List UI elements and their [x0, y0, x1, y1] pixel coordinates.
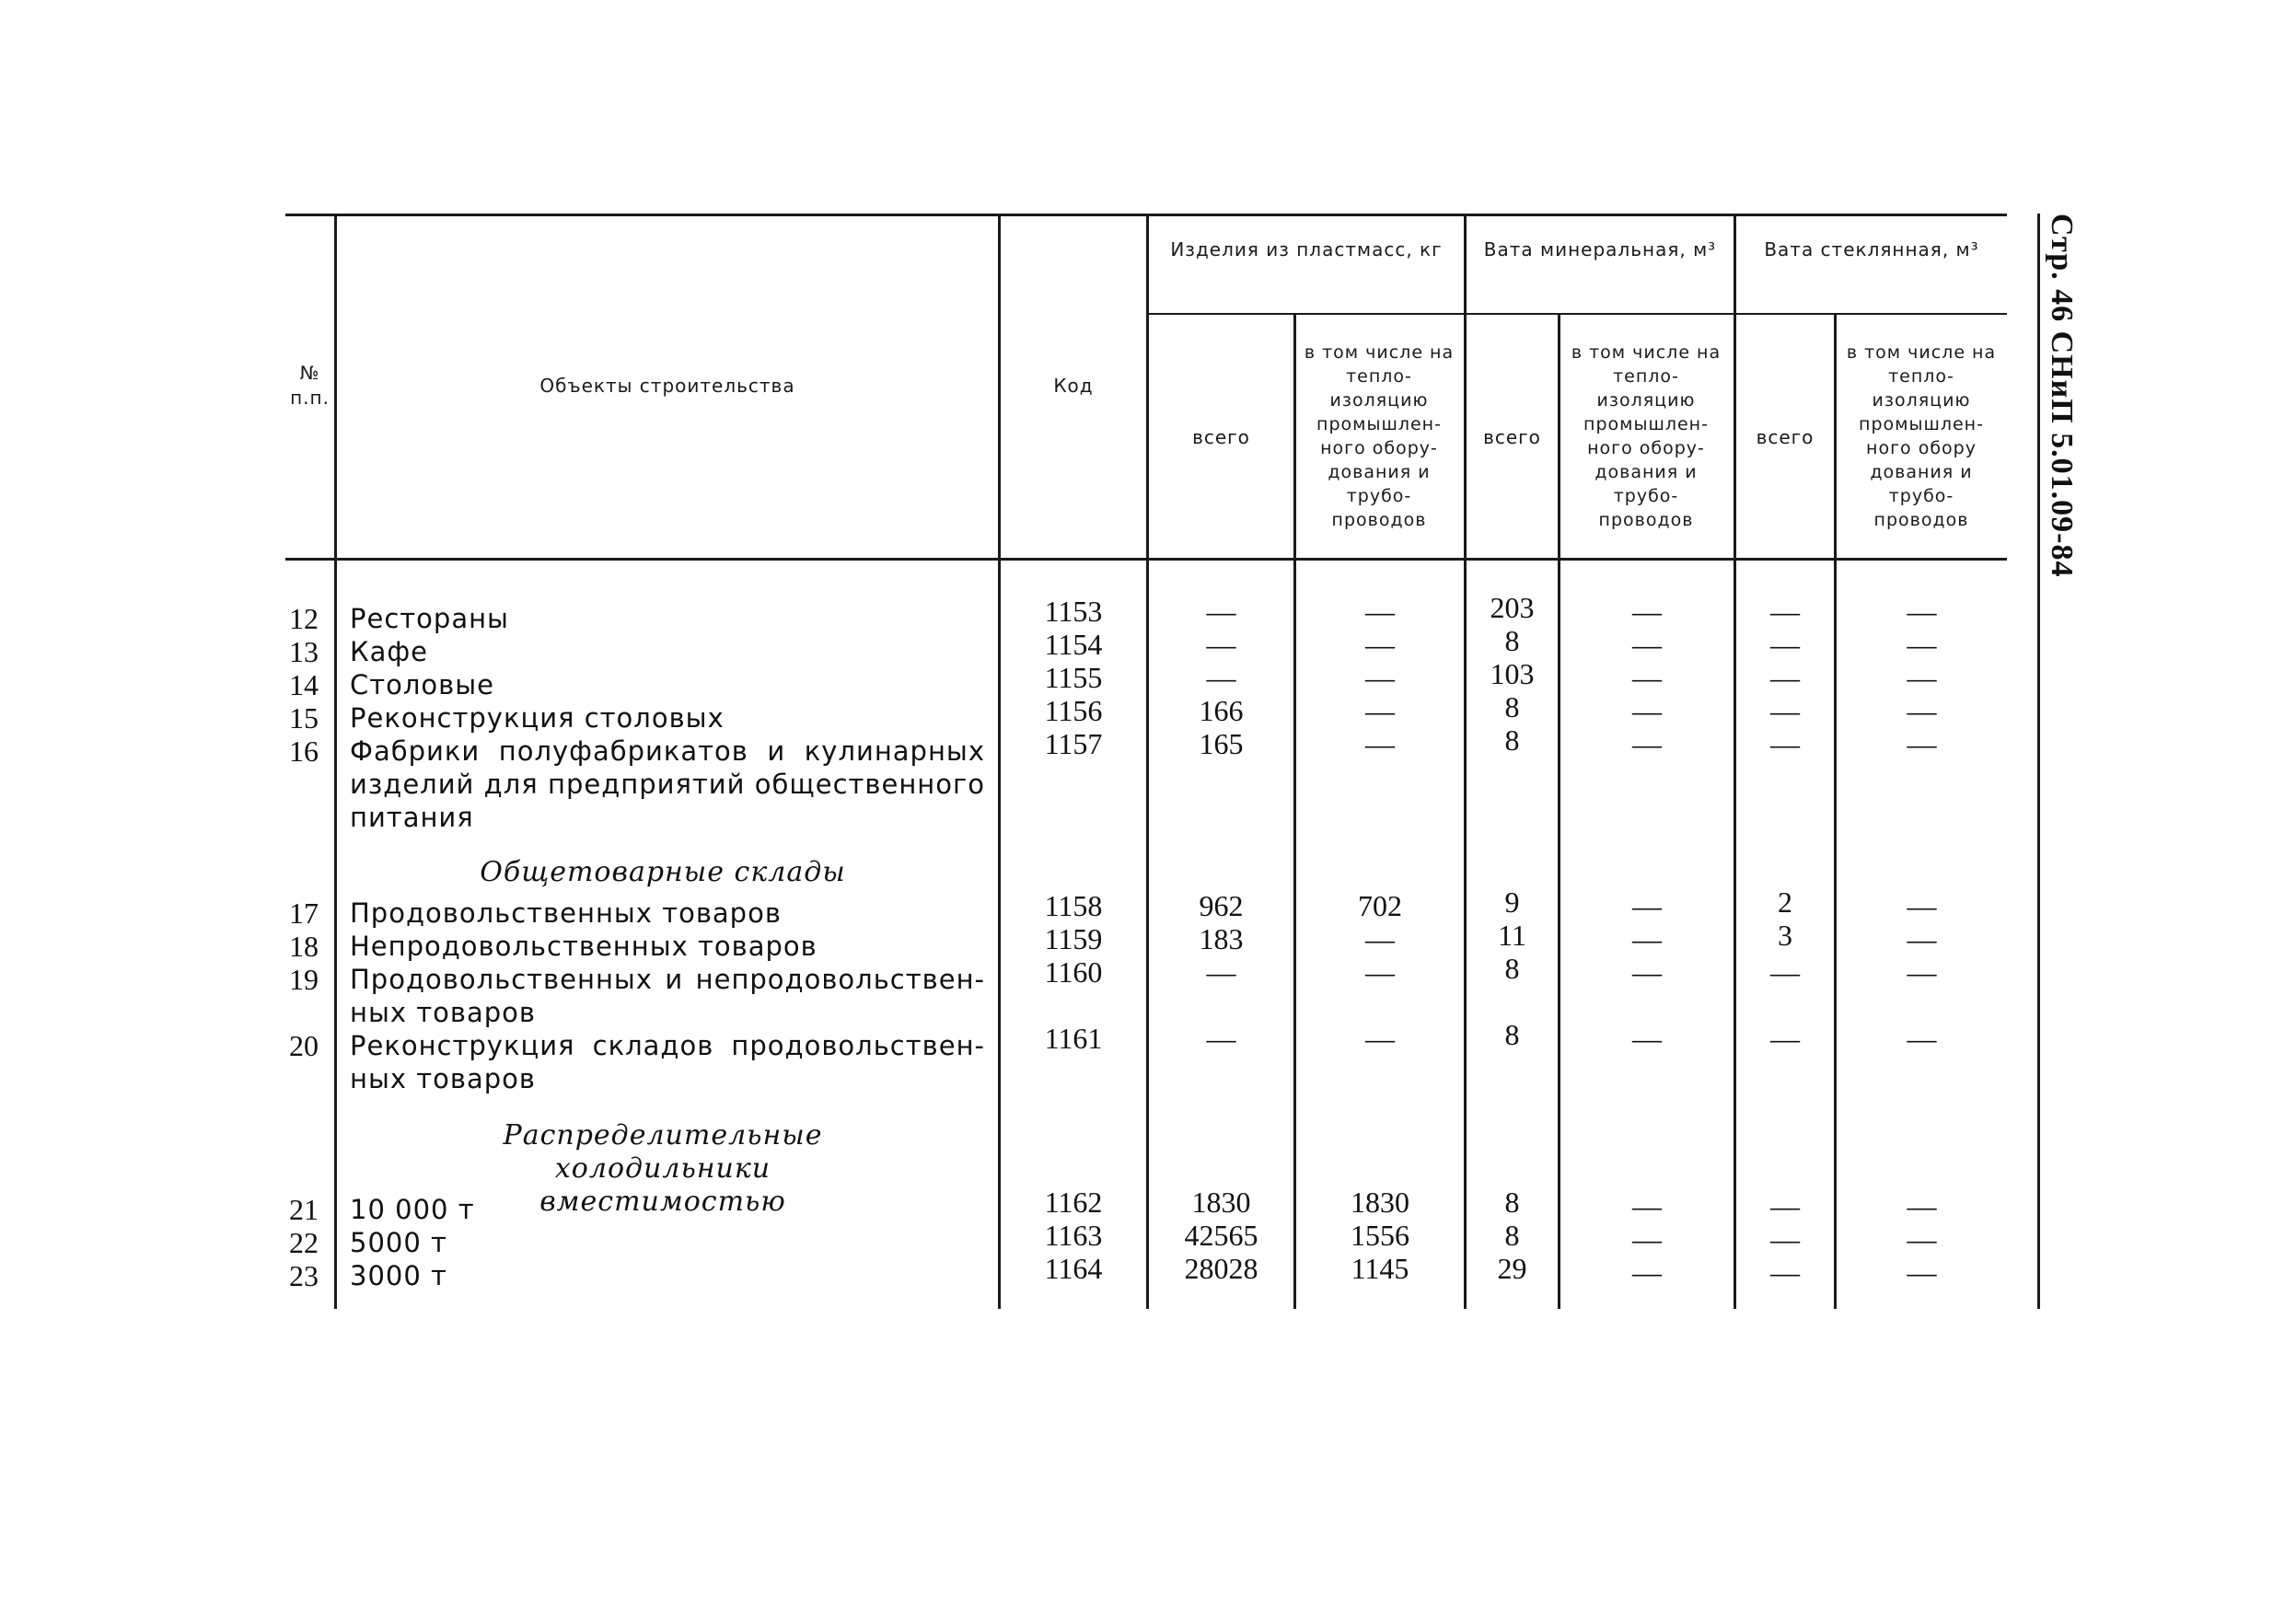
glass-total: 2	[1778, 885, 1792, 919]
glass-total: —	[1770, 1022, 1800, 1055]
mineral-total: 8	[1504, 624, 1520, 657]
object-name: Столовые	[350, 669, 494, 700]
glass-incl: —	[1907, 922, 1937, 955]
code: 1153	[1044, 595, 1103, 628]
glass-incl: —	[1907, 661, 1937, 694]
plastics-total: —	[1206, 595, 1236, 628]
row-number: 19	[289, 963, 319, 996]
glass-incl: —	[1907, 889, 1937, 922]
row-number: 17	[289, 897, 319, 930]
plastics-incl: 1830	[1351, 1186, 1409, 1219]
glass-incl: —	[1907, 1022, 1937, 1055]
glass-incl: —	[1907, 727, 1937, 760]
col-rule	[1293, 315, 1296, 1309]
section-heading: Распределительные холодильники вместимостью	[503, 1119, 823, 1218]
header-code: Код	[1053, 375, 1094, 397]
header-object: Объекты строительства	[539, 375, 795, 397]
plastics-incl: —	[1365, 922, 1395, 955]
glass-total: —	[1770, 727, 1800, 760]
object-name: Фабрики полуфабрикатов и кулинарных изделий для предприятий общественного питания	[350, 735, 985, 833]
mineral-total: 8	[1504, 690, 1520, 723]
row-number: 14	[289, 668, 319, 701]
plastics-total: —	[1206, 1022, 1236, 1055]
mineral-incl: —	[1632, 595, 1662, 628]
row-number: 20	[289, 1029, 319, 1062]
glass-total: —	[1770, 955, 1800, 989]
plastics-incl: 1556	[1351, 1219, 1409, 1252]
mineral-incl: —	[1632, 694, 1662, 727]
object-name: Рестораны	[350, 603, 509, 634]
row-number: 18	[289, 930, 319, 963]
mineral-total: 203	[1490, 591, 1535, 624]
row-number: 13	[289, 635, 319, 668]
glass-incl: —	[1907, 1189, 1937, 1222]
plastics-incl: —	[1365, 955, 1395, 989]
row-number: 12	[289, 602, 319, 635]
object-name: Кафе	[350, 636, 428, 667]
glass-total: —	[1770, 661, 1800, 694]
plastics-total: 1830	[1191, 1186, 1251, 1219]
mineral-incl: —	[1632, 1022, 1662, 1055]
col-rule	[1734, 214, 1736, 1309]
glass-incl: —	[1907, 1256, 1937, 1289]
header-mineral-wool: Вата минеральная, м³	[1483, 238, 1717, 260]
header-glass-wool: Вата стеклянная, м³	[1764, 238, 1979, 260]
col-rule	[1464, 214, 1467, 1309]
mineral-total: 29	[1497, 1252, 1527, 1285]
glass-total: 3	[1778, 919, 1792, 952]
code: 1159	[1044, 922, 1103, 955]
plastics-total: 42565	[1184, 1219, 1258, 1252]
glass-incl: —	[1907, 694, 1937, 727]
plastics-total: 165	[1199, 727, 1244, 760]
mineral-total: 11	[1498, 919, 1526, 952]
plastics-total: 166	[1199, 694, 1244, 727]
glass-incl: —	[1907, 955, 1937, 989]
data-table	[285, 214, 2007, 1309]
object-name: 5000 т	[350, 1227, 447, 1258]
page-side-header	[2036, 214, 2092, 582]
plastics-total: 183	[1199, 922, 1244, 955]
plastics-incl: —	[1365, 595, 1395, 628]
plastics-incl: 1145	[1351, 1252, 1409, 1285]
code: 1155	[1044, 661, 1103, 694]
mineral-total: 8	[1504, 1219, 1520, 1252]
mineral-incl: —	[1632, 628, 1662, 661]
header-mineral-total: всего	[1483, 426, 1541, 448]
col-rule	[1834, 315, 1837, 1309]
object-name: Продовольственных и непродовольствен- ных товаров	[350, 964, 985, 1028]
code: 1164	[1044, 1252, 1103, 1285]
header-split-rule	[1147, 313, 2007, 315]
col-rule	[1146, 214, 1149, 1309]
mineral-incl: —	[1632, 727, 1662, 760]
plastics-incl: 702	[1358, 889, 1402, 922]
mineral-incl: —	[1632, 1256, 1662, 1289]
mineral-incl: —	[1632, 922, 1662, 955]
header-glass-total: всего	[1756, 426, 1815, 448]
row-number: 21	[289, 1193, 319, 1226]
plastics-incl: —	[1365, 661, 1395, 694]
header-glass-incl: в том числе на тепло- изоляцию промышлен- ного обору дования и трубо- проводов	[1846, 342, 1997, 530]
mineral-incl: —	[1632, 955, 1662, 989]
plastics-total: —	[1206, 628, 1236, 661]
glass-total: —	[1770, 1189, 1800, 1222]
glass-incl: —	[1907, 628, 1937, 661]
header-mineral-incl: в том числе на тепло- изоляцию промышлен- ного обору- дования и трубо- проводов	[1571, 342, 1722, 530]
plastics-incl: —	[1365, 694, 1395, 727]
header-plastics-total: всего	[1192, 426, 1250, 448]
plastics-total: —	[1206, 661, 1236, 694]
side-header-text: Стр. 46 СНиП 5.01.09-84	[2045, 214, 2079, 578]
header-no: № п.п.	[290, 362, 330, 409]
mineral-incl: —	[1632, 1222, 1662, 1256]
glass-total: —	[1770, 1256, 1800, 1289]
section-heading: Общетоварные склады	[480, 856, 846, 888]
plastics-incl: —	[1365, 1022, 1395, 1055]
plastics-incl: —	[1365, 628, 1395, 661]
plastics-incl: —	[1365, 727, 1395, 760]
code: 1154	[1044, 628, 1103, 661]
object-name: Реконструкция складов продовольствен- ных товаров	[350, 1030, 985, 1094]
object-name: Продовольственных товаров	[350, 897, 782, 929]
code: 1157	[1044, 727, 1103, 760]
glass-total: —	[1770, 1222, 1800, 1256]
plastics-total: —	[1206, 955, 1236, 989]
code: 1156	[1044, 694, 1103, 727]
mineral-total: 8	[1504, 952, 1520, 985]
header-plastics: Изделия из пластмасс, кг	[1170, 238, 1443, 260]
code: 1160	[1044, 955, 1103, 989]
mineral-incl: —	[1632, 1189, 1662, 1222]
object-name: 3000 т	[350, 1260, 447, 1291]
code: 1163	[1044, 1219, 1103, 1252]
mineral-total: 103	[1490, 657, 1535, 690]
object-name: Непродовольственных товаров	[350, 931, 818, 962]
glass-total: —	[1770, 595, 1800, 628]
object-name: 10 000 т	[350, 1194, 475, 1225]
glass-incl: —	[1907, 595, 1937, 628]
object-name: Реконструкция столовых	[350, 702, 725, 734]
row-number: 15	[289, 701, 319, 735]
code: 1158	[1044, 889, 1103, 922]
glass-total: —	[1770, 694, 1800, 727]
row-number: 22	[289, 1226, 319, 1259]
mineral-incl: —	[1632, 889, 1662, 922]
mineral-total: 8	[1504, 1018, 1520, 1051]
glass-total: —	[1770, 628, 1800, 661]
plastics-total: 962	[1199, 889, 1244, 922]
mineral-total: 8	[1504, 1186, 1520, 1219]
row-number: 16	[289, 735, 319, 768]
mineral-total: 8	[1504, 723, 1520, 757]
code: 1162	[1044, 1186, 1103, 1219]
mineral-total: 9	[1504, 885, 1520, 919]
header-plastics-incl: в том числе на тепло- изоляцию промышлен- ного обору- дования и трубо- проводов	[1304, 342, 1455, 530]
glass-incl: —	[1907, 1222, 1937, 1256]
plastics-total: 28028	[1184, 1252, 1258, 1285]
mineral-incl: —	[1632, 661, 1662, 694]
row-number: 23	[289, 1259, 319, 1292]
col-rule	[1558, 315, 1560, 1309]
code: 1161	[1044, 1022, 1103, 1055]
